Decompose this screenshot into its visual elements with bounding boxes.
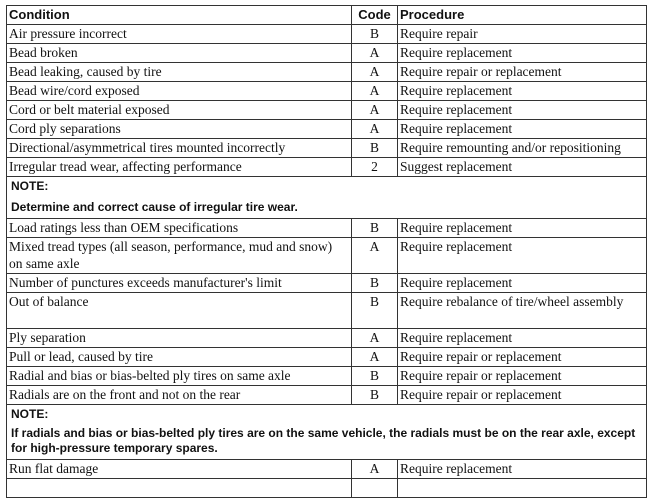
procedure-cell: Require replacement [398,219,647,238]
procedure-cell: Suggest replacement [398,158,647,177]
table-row [7,101,647,120]
code-cell: A [352,120,398,139]
procedure-cell: Require repair or replacement [398,386,647,405]
code-cell: B [352,386,398,405]
code-cell: A [352,329,398,348]
table-row [7,63,647,82]
note-label: NOTE: [11,179,49,193]
note-text: Determine and correct cause of irregular tire wear. [11,200,298,214]
table-row [7,329,647,348]
condition-cell: Radials are on the front and not on the rear [7,386,352,405]
condition-cell [7,479,352,498]
code-cell: A [352,238,398,274]
condition-cell: Bead wire/cord exposed [7,82,352,101]
procedure-cell: Require repair or replacement [398,367,647,386]
condition-cell: Air pressure incorrect [7,25,352,44]
procedure-cell: Require repair or replacement [398,348,647,367]
note-label: NOTE: [11,407,49,421]
code-cell: B [352,293,398,329]
condition-cell: Cord or belt material exposed [7,101,352,120]
table-row [7,386,647,405]
table-row [7,120,647,139]
condition-cell: Bead leaking, caused by tire [7,63,352,82]
table-row [7,367,647,386]
code-cell: B [352,139,398,158]
code-cell: B [352,25,398,44]
condition-cell: Cord ply separations [7,120,352,139]
table-row [7,460,647,479]
table-row [7,348,647,367]
table-row [7,139,647,158]
condition-cell: Number of punctures exceeds manufacturer's limit [7,274,352,293]
procedure-cell: Require rebalance of tire/wheel assembly [398,293,647,329]
code-cell: B [352,219,398,238]
code-cell: A [352,63,398,82]
table-row [7,158,647,177]
table-row [7,219,647,238]
table-row [7,479,647,498]
procedure-cell: Require replacement [398,44,647,63]
code-cell: A [352,44,398,63]
procedure-column-header: Procedure [398,6,647,25]
condition-cell: Load ratings less than OEM specifications [7,219,352,238]
condition-cell: Out of balance [7,293,352,329]
condition-cell: Mixed tread types (all season, performance, mud and snow) on same axle [7,238,352,274]
note-text: If radials and bias or bias-belted ply tires are on the same vehicle, the radials must be on the rear axle, except for high-pressure temporary spares. [11,426,636,455]
procedure-cell: Require replacement [398,101,647,120]
table-row [7,274,647,293]
procedure-cell: Require replacement [398,238,647,274]
procedure-cell: Require replacement [398,82,647,101]
note-row [7,405,647,460]
procedure-cell: Require replacement [398,329,647,348]
procedure-cell: Require replacement [398,274,647,293]
condition-cell: Radial and bias or bias-belted ply tires on same axle [7,367,352,386]
table-row [7,44,647,63]
procedure-cell [398,479,647,498]
note-cell [7,177,647,219]
code-cell: A [352,82,398,101]
code-column-header: Code [352,6,398,25]
note-row [7,177,647,219]
code-cell: 2 [352,158,398,177]
condition-cell: Ply separation [7,329,352,348]
procedure-cell: Require replacement [398,460,647,479]
tire-condition-table [6,5,647,498]
condition-cell: Irregular tread wear, affecting performance [7,158,352,177]
table-header-row [7,6,647,25]
condition-cell: Run flat damage [7,460,352,479]
procedure-cell: Require remounting and/or repositioning [398,139,647,158]
code-cell [352,479,398,498]
table-row [7,238,647,274]
table-row [7,25,647,44]
code-cell: B [352,274,398,293]
note-cell [7,405,647,460]
table-row [7,82,647,101]
condition-cell: Directional/asymmetrical tires mounted incorrectly [7,139,352,158]
code-cell: A [352,101,398,120]
code-cell: A [352,348,398,367]
procedure-cell: Require repair or replacement [398,63,647,82]
procedure-cell: Require repair [398,25,647,44]
code-cell: B [352,367,398,386]
table-row [7,293,647,329]
condition-cell: Bead broken [7,44,352,63]
condition-cell: Pull or lead, caused by tire [7,348,352,367]
code-cell: A [352,460,398,479]
procedure-cell: Require replacement [398,120,647,139]
condition-column-header: Condition [7,6,352,25]
